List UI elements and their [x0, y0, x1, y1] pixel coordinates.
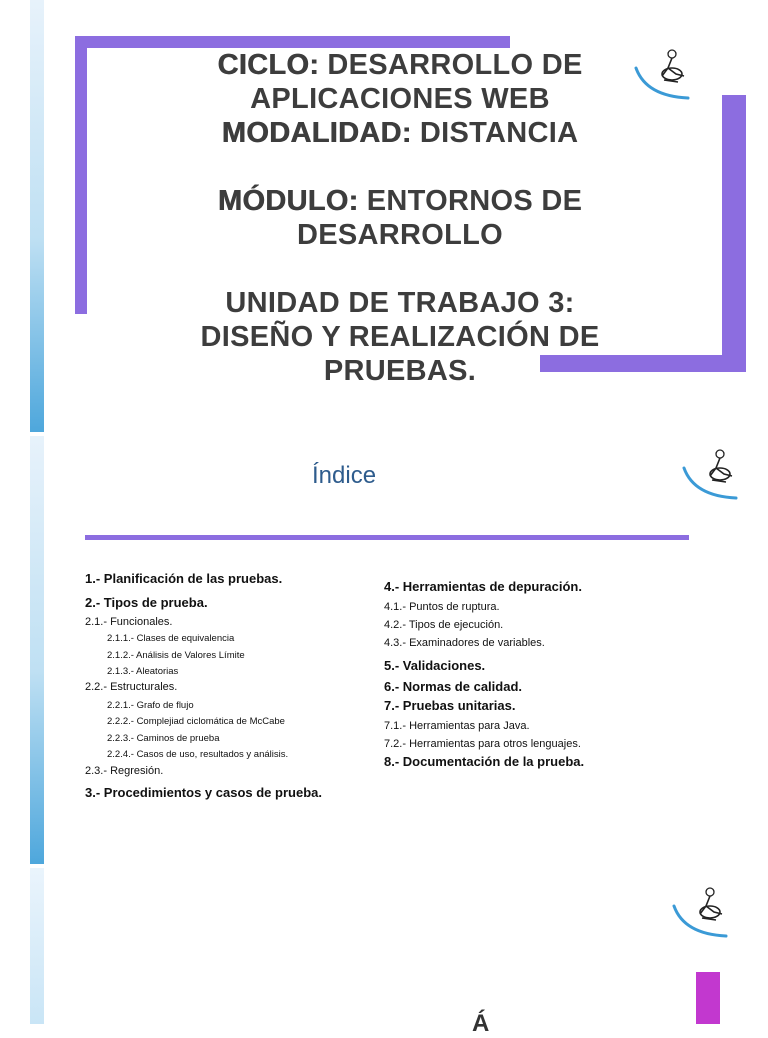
left-decor-strip [30, 0, 44, 432]
index-divider [85, 535, 689, 540]
toc-item[interactable]: 4.- Herramientas de depuración. [384, 579, 582, 594]
toc-item[interactable]: 2.3.- Regresión. [85, 765, 164, 777]
toc-item[interactable]: 5.- Validaciones. [384, 658, 486, 673]
toc-item[interactable]: 8.- Documentación de la prueba. [384, 754, 585, 769]
next-page-heading-fragment: Á [472, 1010, 490, 1037]
frame-left-bar [75, 36, 87, 314]
toc-item[interactable]: 2.1.1.- Clases de equivalencia [107, 633, 235, 644]
toc-item[interactable]: 2.2.2.- Complejiad ciclomática de McCabe [107, 716, 285, 727]
toc-item[interactable]: 2.2.4.- Casos de uso, resultados y análisis. [107, 749, 289, 760]
toc-item[interactable]: 4.3.- Examinadores de variables. [384, 637, 545, 649]
cover-title [100, 48, 700, 388]
toc-item[interactable]: 2.- Tipos de prueba. [85, 595, 208, 610]
logo-icon [670, 884, 734, 940]
toc-item[interactable]: 2.1.- Funcionales. [85, 616, 173, 628]
logo-icon [680, 446, 744, 502]
toc-item[interactable]: 2.2.1.- Grafo de flujo [107, 700, 194, 711]
cover-line-modalidad: MODALIDAD: DISTANCIA [221, 117, 579, 149]
cover-line-pruebas: PRUEBAS. [323, 355, 477, 387]
toc-item[interactable]: 7.1.- Herramientas para Java. [384, 720, 530, 732]
toc-item[interactable]: 3.- Procedimientos y casos de prueba. [85, 785, 322, 800]
cover-line-aplicaciones: APLICACIONES WEB [250, 83, 550, 115]
logo-icon [632, 46, 696, 102]
left-decor-strip [30, 436, 44, 864]
toc-item[interactable]: 4.2.- Tipos de ejecución. [384, 619, 504, 631]
left-decor-strip [30, 868, 44, 1024]
cover-line-diseno: DISEÑO Y REALIZACIÓN DE [200, 321, 600, 353]
toc-item[interactable]: 2.2.3.- Caminos de prueba [107, 733, 220, 744]
toc-item[interactable]: 4.1.- Puntos de ruptura. [384, 601, 500, 613]
toc-item[interactable]: 6.- Normas de calidad. [384, 679, 522, 694]
cover-line-unidad: UNIDAD DE TRABAJO 3: [225, 287, 575, 319]
cover-line-ciclo: CICLO: DESARROLLO DE [217, 49, 583, 81]
cover-line-desarrollo: DESARROLLO [297, 219, 503, 251]
toc-item[interactable]: 1.- Planificación de las pruebas. [85, 571, 283, 586]
cover-line-modulo: MÓDULO: ENTORNOS DE [217, 185, 583, 217]
toc-item[interactable]: 2.1.2.- Análisis de Valores Límite [107, 650, 245, 661]
frame-top-bar [75, 36, 510, 48]
toc-item[interactable]: 2.1.3.- Aleatorias [107, 666, 179, 677]
toc-item[interactable]: 7.- Pruebas unitarias. [384, 698, 516, 713]
index-title: Índice [312, 462, 377, 489]
toc-item[interactable]: 2.2.- Estructurales. [85, 681, 178, 693]
frame-right-bar [722, 95, 746, 372]
toc-item[interactable]: 7.2.- Herramientas para otros lenguajes. [384, 738, 581, 750]
magenta-accent-bar [696, 972, 720, 1024]
